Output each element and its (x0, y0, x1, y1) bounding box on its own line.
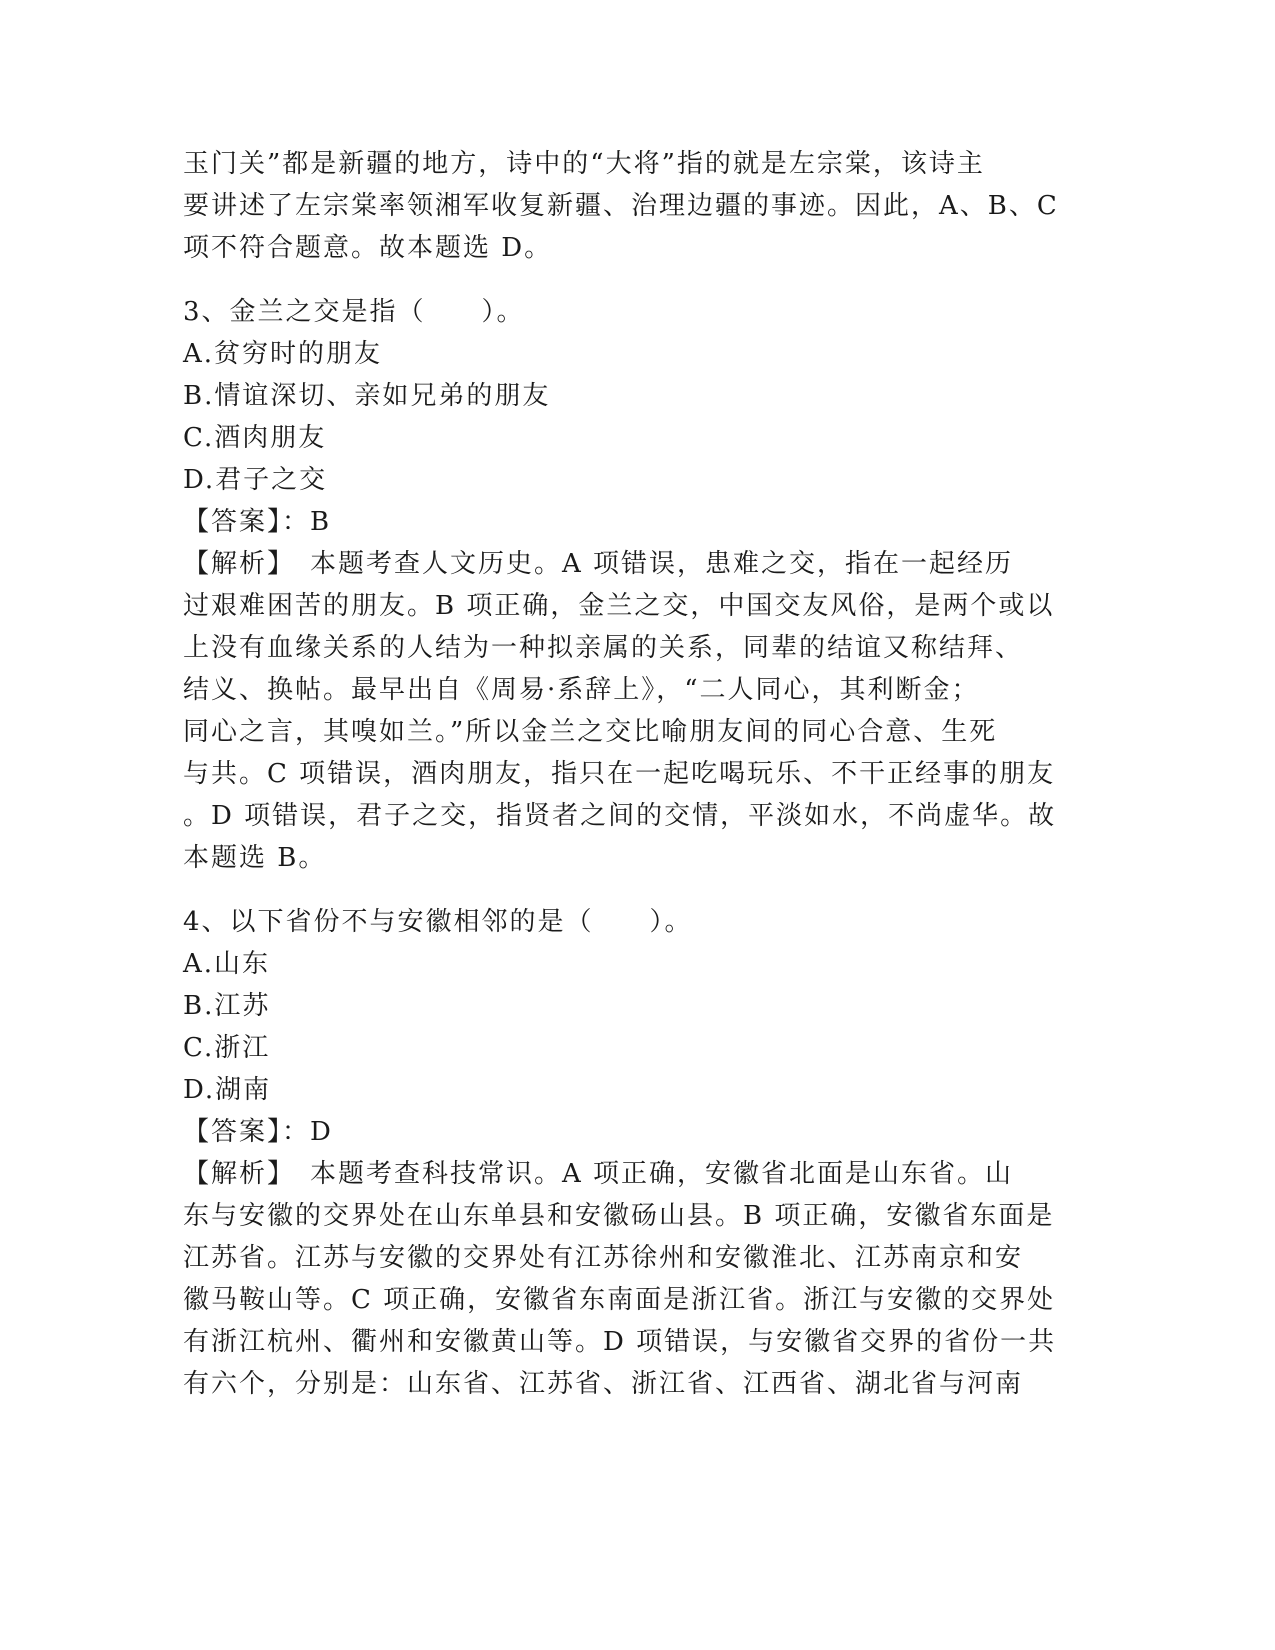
analysis-line: 江苏省。江苏与安徽的交界处有江苏徐州和安徽淮北、江苏南京和安 (183, 1243, 1024, 1273)
option-d: D.湖南 (183, 1075, 272, 1105)
question-3 (183, 291, 1083, 879)
option-b: B.情谊深切、亲如兄弟的朋友 (183, 381, 551, 411)
option-c: C.酒肉朋友 (183, 423, 327, 453)
question-stem: 4、以下省份不与安徽相邻的是（ ）。 (183, 907, 693, 937)
analysis-line: 与共。C 项错误，酒肉朋友，指只在一起吃喝玩乐、不干正经事的朋友 (183, 759, 1056, 789)
answer-line: 【答案】：B (183, 507, 332, 537)
document-page (183, 143, 1083, 1405)
question-stem: 3、金兰之交是指（ ）。 (183, 297, 525, 327)
analysis-line: 有浙江杭州、衢州和安徽黄山等。D 项错误，与安徽省交界的省份一共 (183, 1327, 1057, 1357)
text-line: 玉门关”都是新疆的地方，诗中的“大将”指的就是左宗棠，该诗主 (183, 149, 985, 179)
text-line: 要讲述了左宗棠率领湘军收复新疆、治理边疆的事迹。因此，A、B、C (183, 191, 1059, 221)
analysis-line: 东与安徽的交界处在山东单县和安徽砀山县。B 项正确，安徽省东面是 (183, 1201, 1055, 1231)
analysis-line: 【解析】 本题考查科技常识。A 项正确，安徽省北面是山东省。山 (183, 1159, 1014, 1189)
analysis-line: 结义、换帖。最早出自《周易·系辞上》，“二人同心，其利断金； (183, 675, 980, 705)
option-d: D.君子之交 (183, 465, 328, 495)
question-4 (183, 901, 1083, 1405)
analysis (183, 1153, 1083, 1405)
text-line: 项不符合题意。故本题选 D。 (183, 233, 553, 263)
analysis-line: 徽马鞍山等。C 项正确，安徽省东南面是浙江省。浙江与安徽的交界处 (183, 1285, 1056, 1315)
answer-line: 【答案】：D (183, 1117, 333, 1147)
analysis-line: 本题选 B。 (183, 843, 327, 873)
previous-answer-continuation (183, 143, 1083, 269)
analysis-line: 【解析】 本题考查人文历史。A 项错误，患难之交，指在一起经历 (183, 549, 1014, 579)
analysis-line: 有六个，分别是：山东省、江苏省、浙江省、江西省、湖北省与河南 (183, 1369, 1024, 1399)
option-a: A.山东 (183, 949, 271, 979)
analysis (183, 543, 1083, 879)
option-b: B.江苏 (183, 991, 271, 1021)
analysis-line: 上没有血缘关系的人结为一种拟亲属的关系，同辈的结谊又称结拜、 (183, 633, 1024, 663)
option-a: A.贫穷时的朋友 (183, 339, 383, 369)
analysis-line: 过艰难困苦的朋友。B 项正确，金兰之交，中国交友风俗，是两个或以 (183, 591, 1055, 621)
option-c: C.浙江 (183, 1033, 271, 1063)
analysis-line: 。D 项错误，君子之交，指贤者之间的交情，平淡如水，不尚虚华。故 (183, 801, 1057, 831)
analysis-line: 同心之言，其嗅如兰。”所以金兰之交比喻朋友间的同心合意、生死 (183, 717, 998, 747)
